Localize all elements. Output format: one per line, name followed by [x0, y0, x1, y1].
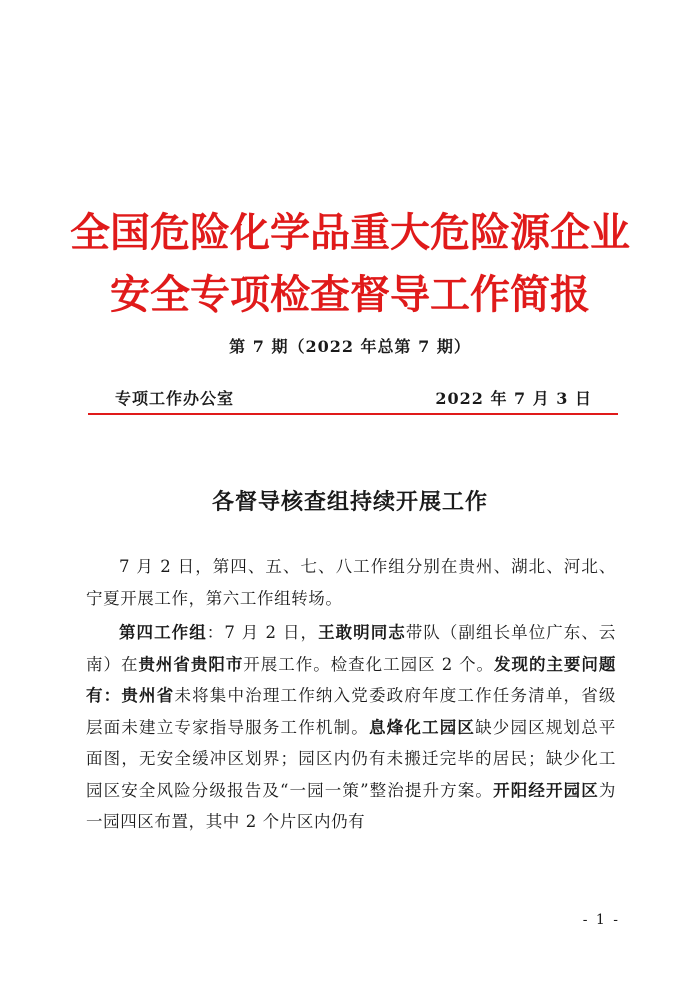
paragraph-1-text: 7 月 2 日，第四、五、七、八工作组分别在贵州、湖北、河北、宁夏开展工作，第六工作组转场。: [86, 557, 616, 608]
group-label: 第四工作组: [119, 623, 207, 642]
paragraph-2-text: [86, 617, 616, 838]
text-run: 为一园四区布置，其中 2 个片区内仍有: [86, 780, 616, 831]
issuing-office: 专项工作办公室: [115, 389, 235, 408]
article-headline: 各督导核查组持续开展工作: [211, 490, 488, 515]
paragraph-2: [86, 617, 616, 838]
issue-date: 2022 年 7 月 3 日: [435, 389, 592, 408]
bulletin-title-line-2: 安全专项检查督导工作简报: [110, 272, 590, 318]
paragraph-1: [86, 551, 616, 614]
text-run: ：7 月 2 日，: [206, 623, 319, 642]
meta-row: [115, 386, 592, 408]
issues-label: 发现的主要问题有：贵州省: [86, 654, 616, 705]
park-name-1: 息烽化工园区: [368, 717, 476, 737]
location: 贵州省贵阳市: [138, 654, 244, 674]
text-run: 未将集中治理工作纳入党委政府年度工作任务清单，省级层面未建立专家指导服务工作机制。: [86, 686, 617, 737]
leader-name: 王敢明同志: [318, 623, 406, 642]
page-number: - 1 -: [582, 912, 620, 928]
text-run: 带队（副组长单位广东、云南）在: [86, 623, 617, 674]
text-run: 开展工作。检查化工园区 2 个。: [243, 654, 495, 674]
red-divider: [88, 413, 618, 415]
park-name-2: 开阳经开园区: [493, 780, 599, 800]
text-run: 缺少园区规划总平面图，无安全缓冲区划界；园区内仍有未搬迁完毕的居民；缺少化工园区安全风险分级报告及“一园一策”整治提升方案。: [86, 717, 616, 800]
issue-number: 第 7 期（2022 年总第 7 期）: [229, 337, 471, 356]
bulletin-title-line-1: 全国危险化学品重大危险源企业: [70, 210, 630, 256]
